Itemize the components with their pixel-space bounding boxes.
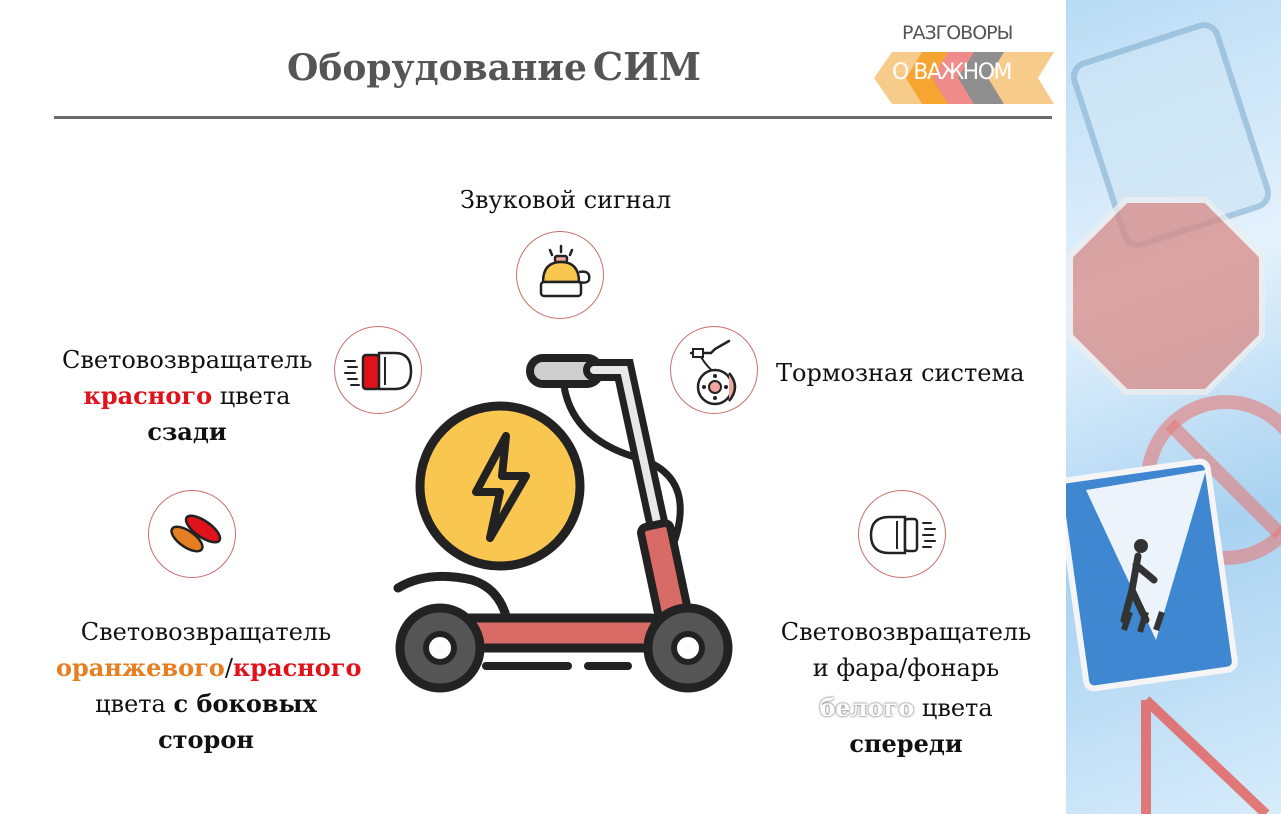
front-light-line3-rest: цвета — [914, 694, 993, 722]
side-decoration — [1066, 0, 1281, 814]
page-title — [287, 44, 701, 89]
title-divider — [54, 116, 1052, 119]
rear-reflector-label — [62, 342, 312, 450]
electric-scooter-icon — [388, 348, 738, 698]
side-reflectors-icon — [149, 491, 237, 579]
horn-circle — [516, 231, 604, 319]
horn-label: Звуковой сигнал — [460, 186, 672, 214]
logo-text-bottom: О ВАЖНОМ — [892, 60, 1011, 85]
rear-reflector-line1: Световозвращатель — [62, 346, 313, 374]
title-part1: Оборудование — [287, 47, 587, 89]
front-light-color: белого — [819, 693, 915, 722]
side-reflector-line2 — [56, 650, 362, 686]
brake-label: Тормозная система — [776, 359, 1025, 387]
side-reflector-line3-plain: цвета — [95, 690, 174, 718]
front-light-label — [776, 614, 1036, 762]
road-signs-illustration — [1066, 0, 1281, 814]
front-light-circle — [858, 490, 946, 578]
front-light-line4: спереди — [849, 729, 963, 758]
headlight-icon — [859, 491, 947, 579]
side-reflector-line4: сторон — [158, 725, 254, 754]
side-reflector-circle — [148, 490, 236, 578]
bell-icon — [517, 232, 605, 320]
side-reflector-label — [56, 614, 362, 758]
rear-reflector-line2-rest: цвета — [212, 382, 291, 410]
side-reflector-line3 — [56, 686, 356, 722]
side-reflector-line1: Световозвращатель — [80, 618, 332, 646]
rear-reflector-color: красного — [83, 381, 213, 410]
side-reflector-color1: оранжевого — [56, 653, 225, 682]
rear-reflector-line3: сзади — [147, 417, 227, 446]
side-reflector-line3-bold: с боковых — [173, 689, 317, 718]
side-reflector-sep: / — [224, 654, 233, 682]
charge-circle — [420, 406, 580, 566]
rear-reflector-line2 — [62, 378, 312, 414]
side-reflector-color2: красного — [232, 653, 362, 682]
front-light-line3 — [776, 690, 1036, 726]
front-light-line2: и фара/фонарь — [812, 654, 1000, 682]
stop-sign-icon — [1070, 200, 1262, 392]
front-light-line1: Световозвращатель — [780, 618, 1032, 646]
brand-logo — [844, 22, 1056, 106]
title-part2: СИМ — [592, 44, 702, 89]
logo-text-top: РАЗГОВОРЫ — [902, 22, 1013, 44]
